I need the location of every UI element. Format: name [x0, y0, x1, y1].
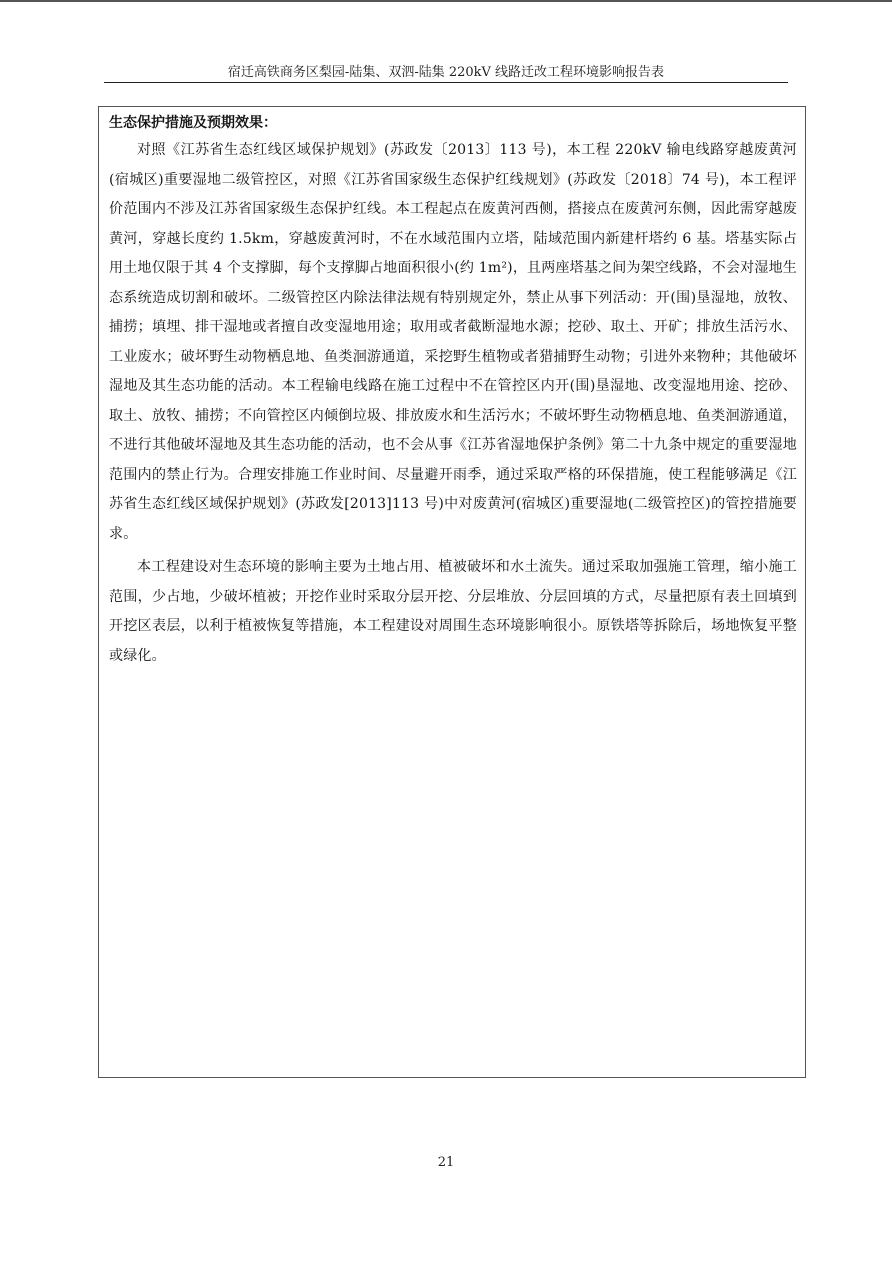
section-heading: 生态保护措施及预期效果： — [109, 115, 277, 131]
paragraph-wetland-control: 对照《江苏省生态红线区域保护规划》(苏政发〔2013〕113 号)，本工程 220kV 输电线路穿越废黄河(宿城区)重要湿地二级管控区，对照《江苏省国家级生态保护红线规划》(苏政发〔2018〕74 号)，本工程评价范围内不涉及江苏省国家级生态保护红线。本工程起点在废黄河西侧，搭接点在废黄河东侧，因此需穿越废黄河，穿越长度约 1.5km，穿越废黄河时，不在水域范围内立塔，陆域范围内新建杆塔约 6 基。塔基实际占用土地仅限于其 4 个支撑脚，每个支撑脚占地面积很小(约 1m²)，且两座塔基之间为架空线路，不会对湿地生态系统造成切割和破坏。二级管控区内除法律法规有特别规定外，禁止从事下列活动：开(围)垦湿地，放牧、捕捞；填埋、排干湿地或者擅自改变湿地用途；取用或者截断湿地水源；挖砂、取土、开矿；排放生活污水、工业废水；破坏野生动物栖息地、鱼类洄游通道，采挖野生植物或者猎捕野生动物；引进外来物种；其他破坏湿地及其生态功能的活动。本工程输电线路在施工过程中不在管控区内开(围)垦湿地、改变湿地用途、挖砂、取土、放牧、捕捞；不向管控区内倾倒垃圾、排放废水和生活污水；不破坏野生动物栖息地、鱼类洄游通道，不进行其他破坏湿地及其生态功能的活动，也不会从事《江苏省湿地保护条例》第二十九条中规定的重要湿地范围内的禁止行为。合理安排施工作业时间、尽量避开雨季，通过采取严格的环保措施，使工程能够满足《江苏省生态红线区域保护规划》(苏政发[2013]113 号)中对废黄河(宿城区)重要湿地(二级管控区)的管控措施要求。 — [109, 142, 797, 542]
content-table-cell — [98, 106, 806, 1078]
page-number: 21 — [437, 1155, 455, 1170]
top-border-line — [0, 0, 892, 2]
paragraph-ecological-impact: 本工程建设对生态环境的影响主要为土地占用、植被破坏和水土流失。通过采取加强施工管理，缩小施工范围，少占地，少破坏植被；开挖作业时采取分层开挖、分层堆放、分层回填的方式，尽量把原有表土回填到开挖区表层，以利于植被恢复等措施，本工程建设对周围生态环境影响很小。原铁塔等拆除后，场地恢复平整或绿化。 — [109, 559, 797, 664]
section-content — [109, 110, 797, 671]
header-underline — [104, 82, 788, 83]
document-header: 宿迁高铁商务区梨园-陆集、双泗-陆集 220kV 线路迁改工程环境影响报告表 — [227, 65, 665, 80]
